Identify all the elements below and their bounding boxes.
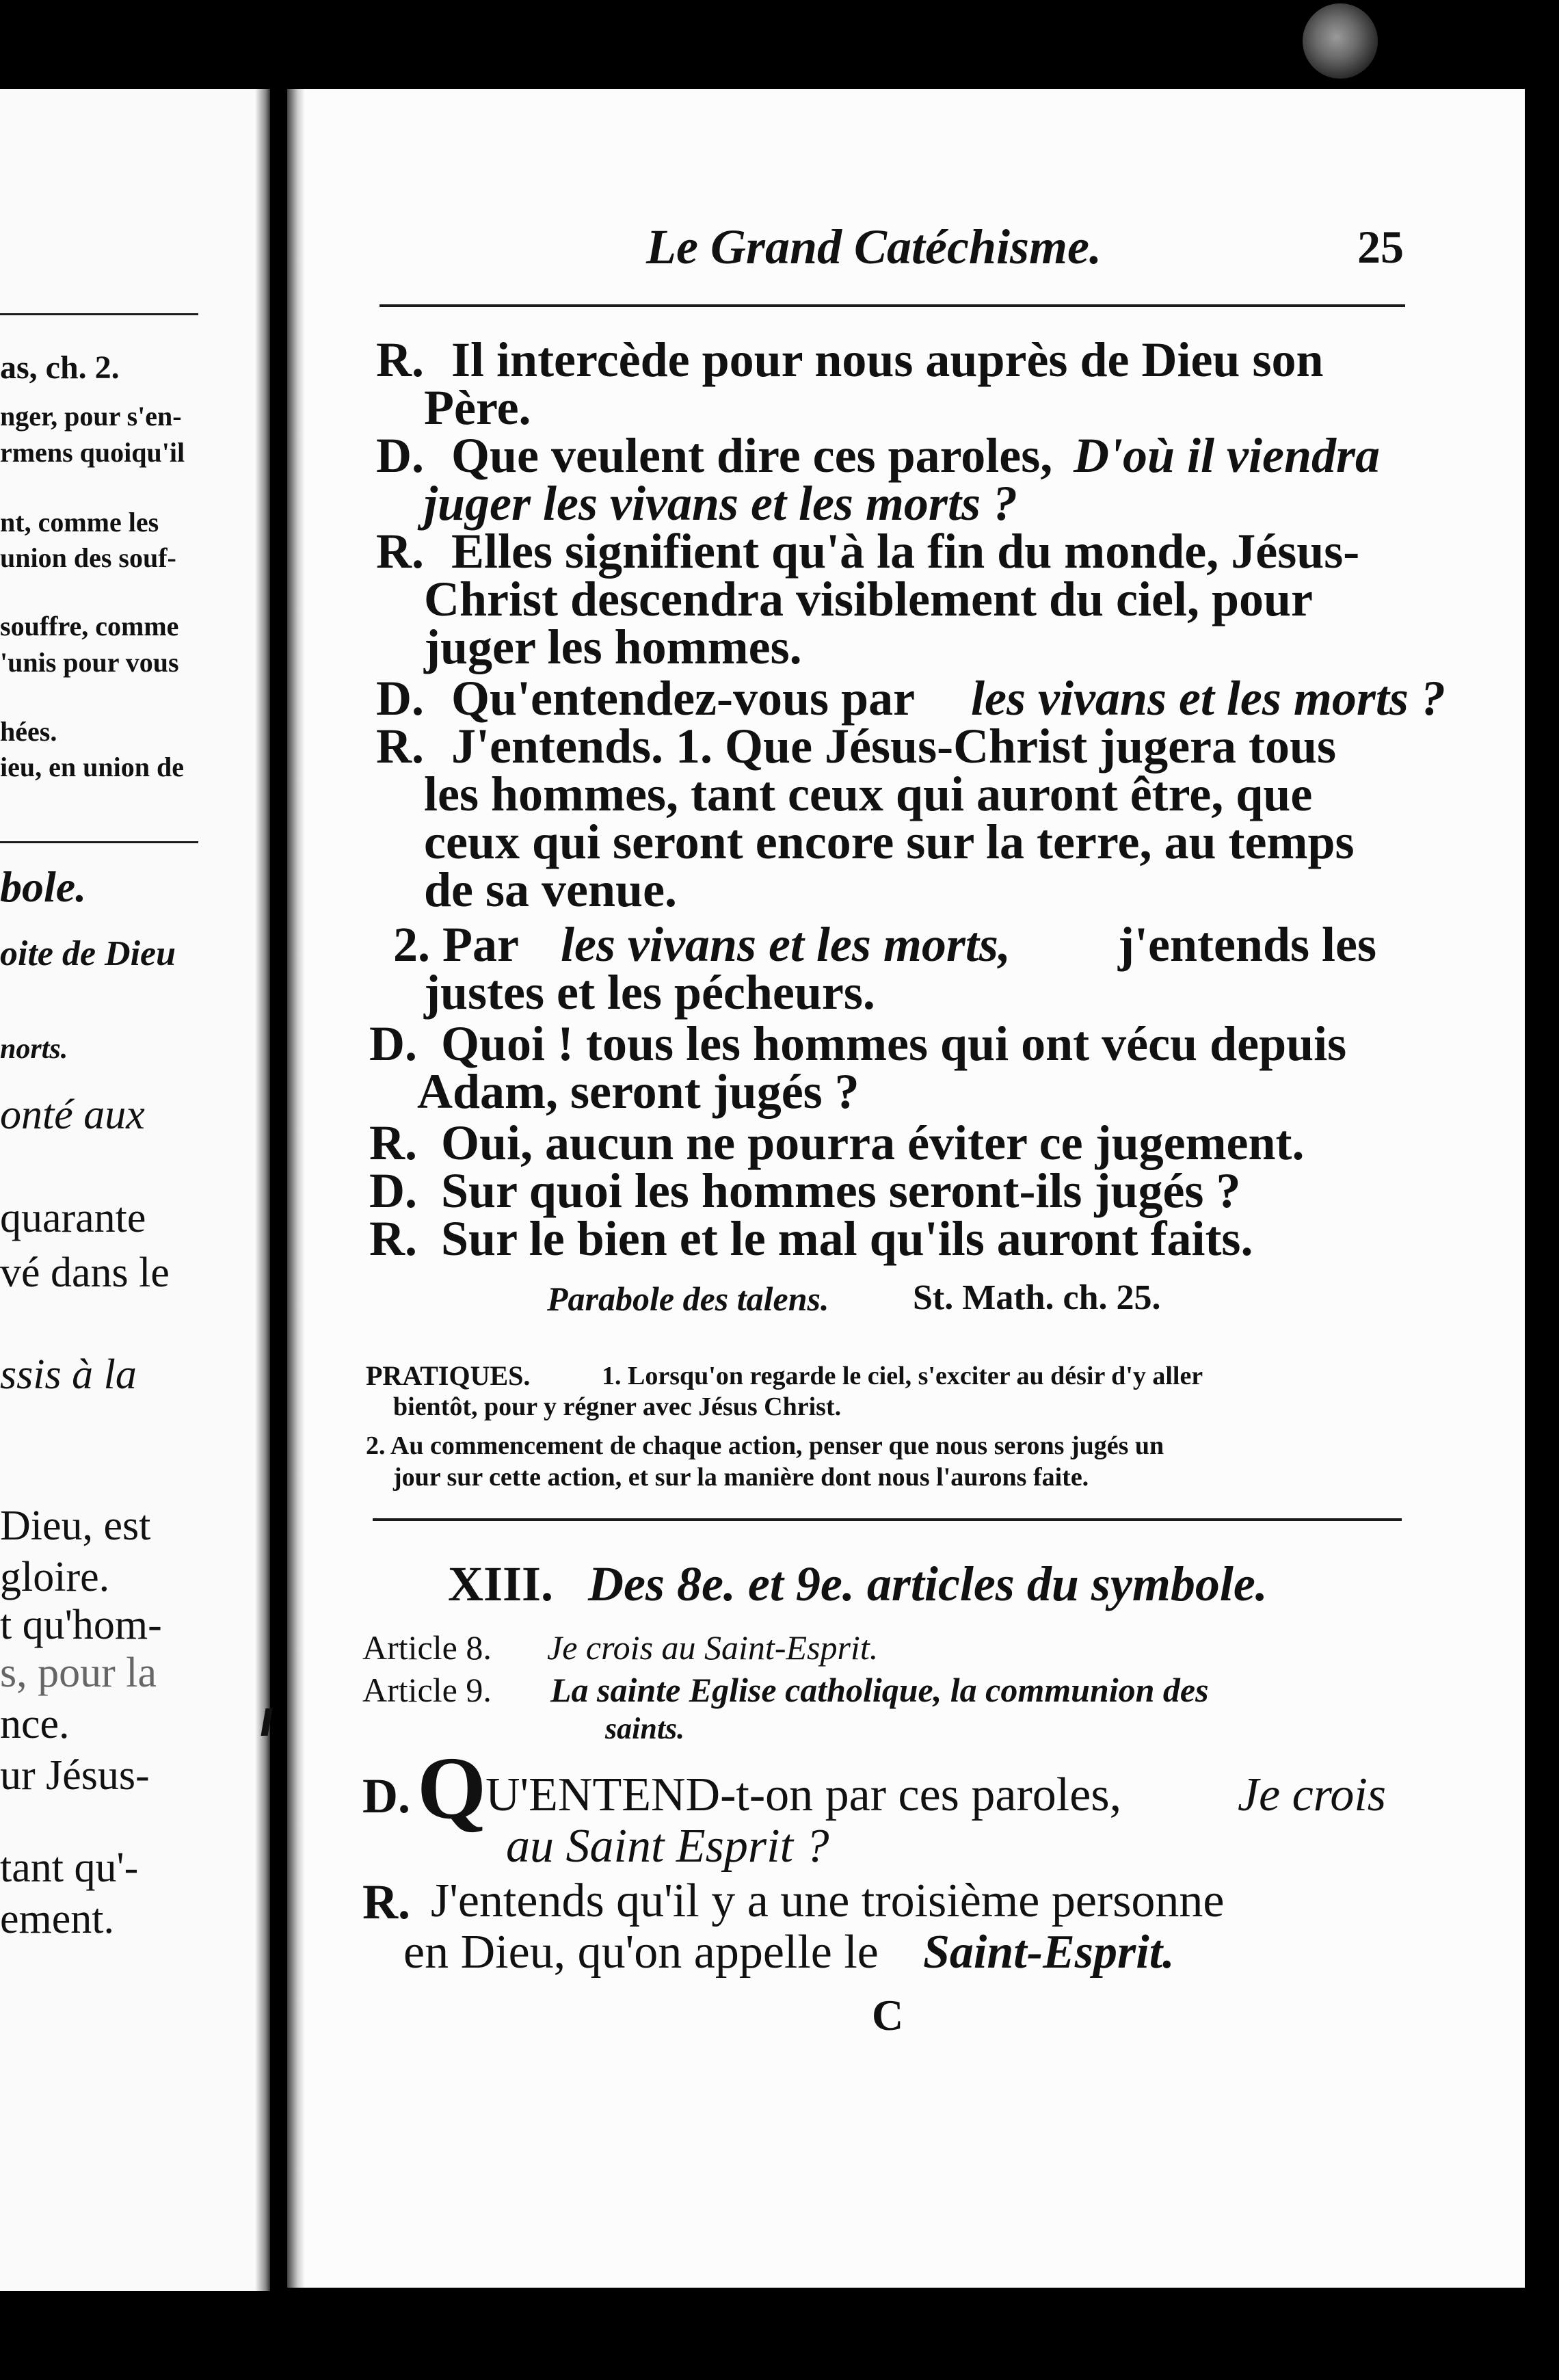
left-header-rule <box>0 313 198 315</box>
answer-label: R. <box>369 1115 417 1170</box>
answer-text: J'entends. 1. Que Jésus-Christ jugera tous <box>451 719 1337 774</box>
left-line: 'unis pour vous <box>0 647 179 678</box>
article-text: Je crois au Saint-Esprit. <box>547 1628 879 1667</box>
question-text: Quoi ! tous les hommes qui ont vécu depuis <box>441 1016 1347 1071</box>
left-line: ement. <box>0 1896 114 1942</box>
left-line: t qu'hom- <box>0 1602 162 1648</box>
drop-cap: Q <box>417 1739 487 1838</box>
reference-text: St. Math. ch. 25. <box>913 1278 1161 1317</box>
reference-italic: Parabole des talens. <box>547 1280 829 1318</box>
answer-text: Il intercède pour nous auprès de Dieu son <box>451 332 1324 387</box>
pratique-text: 1. Lorsqu'on regarde le ciel, s'exciter au désir d'y aller <box>602 1362 1203 1390</box>
header-rule <box>379 304 1405 307</box>
question-text: Que veulent dire ces paroles, <box>451 428 1053 483</box>
right-page <box>287 89 1525 2288</box>
question-label: D. <box>369 1016 417 1071</box>
question-label: D. <box>362 1769 410 1823</box>
question-text: U'ENTEND-t-on par ces paroles, <box>485 1769 1122 1821</box>
article-label: Article 9. <box>362 1671 492 1709</box>
running-title: Le Grand Catéchisme. <box>646 220 1102 274</box>
answer-text: Sur le bien et le mal qu'ils auront faits. <box>441 1211 1253 1266</box>
section-title: Des 8e. et 9e. articles du symbole. <box>588 1557 1268 1611</box>
page-gutter <box>255 89 270 2291</box>
article-text: saints. <box>605 1712 685 1745</box>
section-number: XIII. <box>448 1557 554 1611</box>
left-line: quarante <box>0 1195 146 1241</box>
question-text-italic: au Saint Esprit ? <box>506 1820 829 1873</box>
section-rule <box>373 1518 1402 1521</box>
left-line: vé dans le <box>0 1250 170 1296</box>
left-line: nt, comme les <box>0 507 159 538</box>
answer-text: ceux qui seront encore sur la terre, au temps <box>424 815 1355 869</box>
question-text-italic: les vivans et les morts ? <box>971 671 1445 726</box>
answer-text: 2. Par <box>393 917 519 972</box>
answer-text: en Dieu, qu'on appelle le <box>403 1926 879 1979</box>
question-text-italic: D'où il viendra <box>1074 428 1381 483</box>
pratique-text: bientôt, pour y régner avec Jésus Christ. <box>393 1392 842 1421</box>
answer-text: les hommes, tant ceux qui auront être, que <box>424 767 1313 821</box>
left-line: s, pour la <box>0 1650 157 1696</box>
pratiques-label: PRATIQUES. <box>366 1360 531 1391</box>
pratique-text: jour sur cette action, et sur la manière dont nous l'aurons faite. <box>393 1463 1089 1492</box>
question-label: D. <box>376 428 424 483</box>
question-label: D. <box>369 1163 417 1218</box>
left-line: ieu, en union de <box>0 752 184 782</box>
article-text: La sainte Eglise catholique, la communion des <box>550 1671 1209 1709</box>
answer-text: justes et les pécheurs. <box>424 965 875 1020</box>
left-line: bole. <box>0 862 87 911</box>
question-text-italic: juger les vivans et les morts ? <box>424 476 1017 531</box>
pratique-text: 2. Au commencement de chaque action, penser que nous serons jugés un <box>366 1431 1164 1460</box>
left-line: nger, pour s'en- <box>0 401 182 432</box>
left-line: gloire. <box>0 1554 110 1600</box>
page-number: 25 <box>1357 221 1404 273</box>
question-text-italic: Je crois <box>1238 1769 1387 1821</box>
left-line: onté aux <box>0 1092 145 1138</box>
answer-label: R. <box>362 1875 410 1929</box>
question-text: Adam, seront jugés ? <box>417 1064 860 1119</box>
question-text: Qu'entendez-vous par <box>451 671 916 726</box>
answer-label: R. <box>376 524 424 579</box>
left-line: nce. <box>0 1701 70 1747</box>
answer-text: de sa venue. <box>424 862 678 917</box>
left-section-rule <box>0 841 198 843</box>
answer-text-italic: les vivans et les morts, <box>561 917 1011 972</box>
answer-label: R. <box>376 719 424 774</box>
ink-blot <box>1303 3 1378 79</box>
answer-label: R. <box>369 1211 417 1266</box>
answer-text: Père. <box>424 380 531 435</box>
left-line: oite de Dieu <box>0 934 176 973</box>
left-page-fragment <box>0 89 270 2291</box>
page-edge-shadow <box>287 89 305 2288</box>
answer-text: j'entends les <box>1118 917 1376 972</box>
answer-text: Christ descendra visiblement du ciel, pour <box>424 572 1314 626</box>
answer-text: J'entends qu'il y a une troisième personne <box>431 1875 1225 1927</box>
signature-mark: C <box>872 1991 904 2039</box>
answer-text: juger les hommes. <box>424 620 802 674</box>
left-line: as, ch. 2. <box>0 349 120 386</box>
answer-label: R. <box>376 332 424 387</box>
article-label: Article 8. <box>362 1628 492 1667</box>
left-line: ssis à la <box>0 1351 137 1398</box>
left-line: norts. <box>0 1033 68 1065</box>
question-text: Sur quoi les hommes seront-ils jugés ? <box>441 1163 1241 1218</box>
left-line: hées. <box>0 716 57 747</box>
question-label: D. <box>376 671 424 726</box>
left-line: Dieu, est <box>0 1503 151 1549</box>
left-line: rmens quoiqu'il <box>0 437 185 468</box>
answer-text: Oui, aucun ne pourra éviter ce jugement. <box>441 1115 1305 1170</box>
answer-text: Elles signifient qu'à la fin du monde, Jésus- <box>451 524 1360 579</box>
left-line: ur Jésus- <box>0 1752 150 1799</box>
left-line: tant qu'- <box>0 1844 139 1891</box>
left-line: souffre, comme <box>0 611 179 642</box>
answer-text-italic: Saint-Esprit. <box>923 1926 1175 1979</box>
left-line: union des souf- <box>0 542 176 573</box>
